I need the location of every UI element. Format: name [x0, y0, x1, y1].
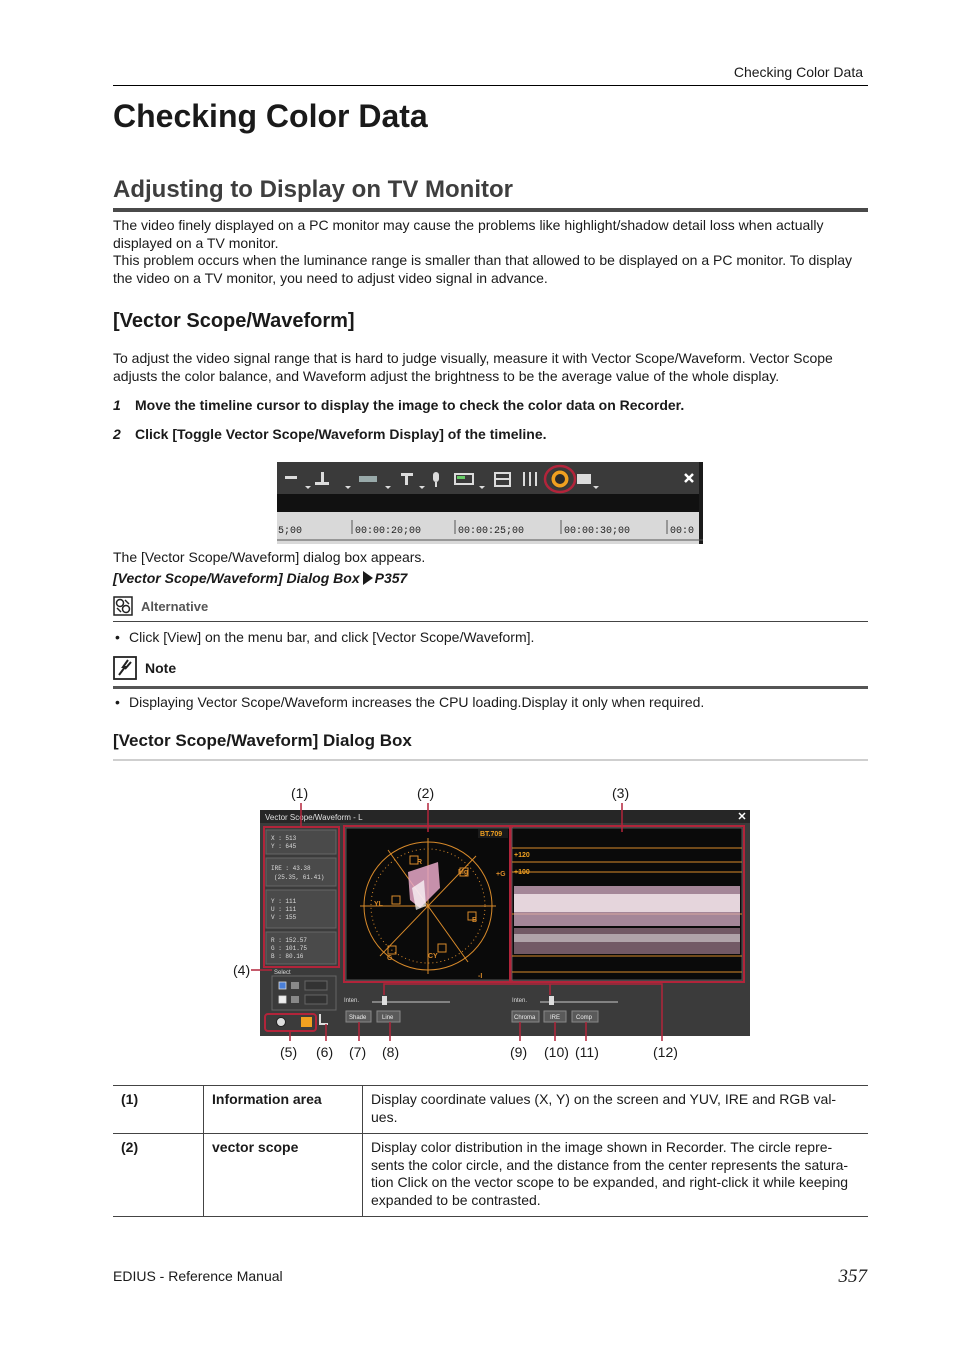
after-step-text: The [Vector Scope/Waveform] dialog box appears. [113, 549, 426, 565]
info-v-value: V : 155 [271, 914, 297, 921]
running-header: Checking Color Data [733, 64, 863, 80]
step-text: Move the timeline cursor to display the image to check the color data on Recorder. [135, 397, 685, 413]
scope-label-minus-i: -I [478, 973, 483, 980]
cross-reference-title: [Vector Scope/Waveform] Dialog Box [113, 570, 360, 586]
cross-reference-page[interactable]: P357 [374, 570, 408, 586]
note-label: Note [145, 660, 177, 676]
timecode-3: 00:00:25;00 [458, 526, 525, 537]
table-row [113, 1134, 868, 1217]
table-cell-name: Information area [204, 1086, 363, 1134]
table-cell-description: Display coordinate values (X, Y) on the screen and YUV, IRE and RGB val-ues. [363, 1086, 869, 1134]
footer-page-number: 357 [838, 1266, 867, 1287]
step-text: Click [Toggle Vector Scope/Waveform Display] of the timeline. [135, 426, 547, 442]
page-title: Checking Color Data [113, 98, 428, 134]
info-y: Y : 645 [271, 843, 297, 850]
timecode-5: 00:0 [670, 526, 695, 537]
alternative-bullet-text: Click [View] on the menu bar, and click [Vector Scope/Waveform]. [129, 629, 535, 645]
ire-button-label: IRE [550, 1015, 561, 1021]
table-cell-name: vector scope [204, 1134, 363, 1217]
callout-label-9: (9) [510, 1044, 528, 1060]
scope-label-b: B [472, 917, 478, 924]
callout-label-3: (3) [612, 785, 630, 801]
subsection-title: [Vector Scope/Waveform] [113, 310, 355, 332]
note-bullet: • Displaying Vector Scope/Waveform increases the CPU loading.Display it only when required. [115, 694, 705, 710]
callout-label-8: (8) [382, 1044, 400, 1060]
timecode-1: 5;00 [278, 526, 303, 537]
line-button-label: Line [382, 1015, 394, 1021]
scope-intensity-label: Inten. [344, 998, 360, 1004]
info-u-value: U : 111 [271, 906, 297, 913]
callout-label-10: (10) [544, 1044, 569, 1060]
callout-label-12: (12) [653, 1044, 678, 1060]
alternative-bullet: • Click [View] on the menu bar, and click [Vector Scope/Waveform]. [115, 629, 535, 645]
wave-intensity-label: Inten. [512, 998, 528, 1004]
wave-label-120: +120 [514, 852, 530, 859]
subsection-intro: To adjust the video signal range that is hard to judge visually, measure it with Vector Scope/Waveform. Vector Scope adjusts the color balance, and Waveform adjust the brightness to be the average value of the whole display. [113, 350, 833, 384]
callout-label-4: (4) [233, 962, 251, 978]
table-row [113, 1086, 868, 1134]
info-g-value: G : 101.75 [271, 945, 308, 952]
table-cell-number: (2) [113, 1134, 204, 1217]
info-x: X : 513 [271, 835, 297, 842]
footer-manual-title: EDIUS - Reference Manual [113, 1268, 283, 1284]
callout-label-5: (5) [280, 1044, 298, 1060]
select-label: Select [274, 970, 291, 976]
step-number: 1 [113, 397, 121, 413]
table-cell-number: (1) [113, 1086, 204, 1134]
info-r-value: R : 152.57 [271, 937, 308, 944]
wave-label-100: +100 [514, 869, 530, 876]
callout-label-11: (11) [575, 1044, 599, 1060]
info-y-value: Y : 111 [271, 898, 297, 905]
description-table [113, 1085, 868, 1217]
dialog-section-title: [Vector Scope/Waveform] Dialog Box [113, 731, 412, 750]
table-cell-description: Display color distribution in the image shown in Recorder. The circle repre-sents the color circle, and the distance from the center represents the satura-tion Click on the vector scope to be expanded, and right-click it while keeping expanded to be contrasted. [363, 1134, 869, 1217]
alternative-label: Alternative [141, 598, 209, 614]
comp-button-label: Comp [576, 1015, 593, 1021]
shade-button-label: Shade [349, 1015, 367, 1021]
scope-label-mg: Mg [458, 869, 469, 876]
callout-label-2: (2) [417, 785, 435, 801]
section-paragraph-1: The video finely displayed on a PC monitor may cause the problems like highlight/shadow detail loss when actually displayed on a TV monitor. [113, 217, 824, 251]
info-ire-coords: (25.35, 61.41) [274, 874, 325, 881]
info-ire: IRE : 43.38 [271, 865, 311, 872]
scope-label-g: G [387, 955, 393, 962]
dialog-window-title: Vector Scope/Waveform - L [265, 813, 363, 822]
scope-label-cy: CY [428, 953, 438, 960]
callout-label-1: (1) [291, 785, 309, 801]
timecode-4: 00:00:30;00 [564, 526, 631, 537]
info-b-value: B : 80.16 [271, 953, 304, 960]
chroma-button-label: Chroma [514, 1015, 536, 1021]
callout-label-6: (6) [316, 1044, 334, 1060]
scope-label-r: R [417, 859, 423, 866]
section-paragraph-2: This problem occurs when the luminance range is smaller than that allowed to be displayed on a PC monitor. To display the video on a TV monitor, you need to adjust video signal in advance. [113, 252, 853, 286]
step-number: 2 [113, 426, 121, 442]
section-title: Adjusting to Display on TV Monitor [113, 176, 513, 203]
timecode-2: 00:00:20;00 [355, 526, 422, 537]
scope-label-plus-g: +G [496, 871, 506, 878]
scope-label-yl: YL [374, 901, 383, 908]
scope-standard-badge: BT.709 [480, 831, 503, 838]
note-bullet-text: Displaying Vector Scope/Waveform increases the CPU loading.Display it only when required. [129, 694, 705, 710]
callout-label-7: (7) [349, 1044, 367, 1060]
